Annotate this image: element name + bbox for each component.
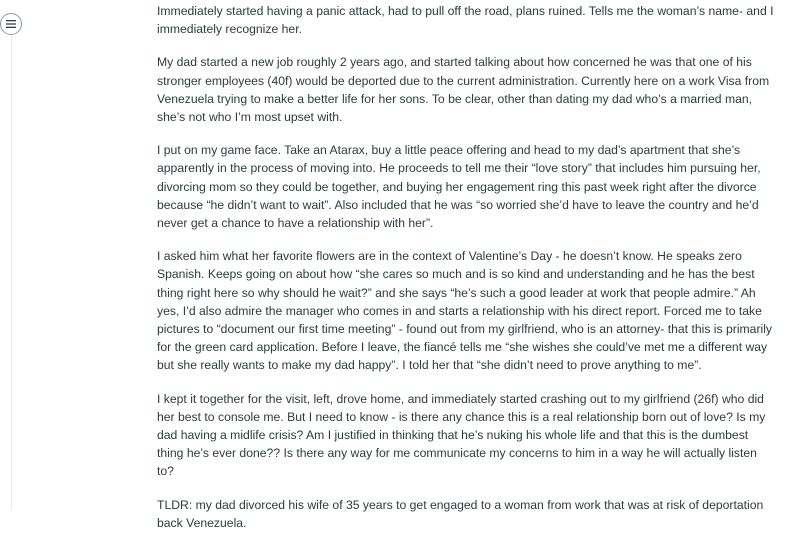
comment-paragraph: I kept it together for the visit, left, drove home, and immediately started crashing out to my girlfriend (26f) who did her best to console me. But I need to know - is there any chance this is a real relationship born out of love? Is my dad having a midlife crisis? Am I justified in thinking that he’s nuking his whole life and that this is the dumbest thing he’s ever done?? Is there any way for me communicate my concerns to him in a way he will actually listen to? [157, 391, 766, 479]
comment-thread-rail [0, 0, 40, 510]
comment-paragraph: I asked him what her favorite flowers are in the context of Valentine’s Day - he doesn’t know. He speaks zero Spanish. Keeps going on about how “she cares so much and is so kind and understanding and he has the best thing right here so why should he wait?” and she says “he’s such a good leader at work that people admire.” Ah yes, I’d also admire the manager who comes in and starts a relationship with his direct report. Forced me to take pictures to “document our first time meeting” - found out from my girlfriend, who is an attorney- that this is primarily for the green card application. Before I leave, the fiancé tells me “she wishes she could’ve met me a different way but she really wants to make my dad happy”. I told her that “she didn’t need to prove anything to me”. [157, 249, 773, 373]
collapse-lines-icon [5, 19, 17, 29]
thread-line[interactable] [11, 36, 12, 510]
collapse-comment-button[interactable] [0, 13, 22, 35]
comment-paragraph-tldr: TLDR: my dad divorced his wife of 35 years to get engaged to a woman from work that was at risk of deportation back Venezuela. [157, 497, 764, 530]
comment-paragraph: My dad started a new job roughly 2 years ago, and started talking about how concerned he was that one of his stronger employees (40f) would be deported due to the current administration. Currently here on a work Visa from Venezuela trying to make a better life for her sons. To be clear, other than dating my dad who’s a married man, she’s not who I’m most upset with. [157, 55, 770, 125]
comment-body [157, 2, 777, 547]
comment-paragraph: I put on my game face. Take an Atarax, buy a little peace offering and head to my dad’s apartment that she’s apparently in the process of moving into. He proceeds to tell me their “love story” that includes him pursuing her, divorcing mom so they could be together, and buying her engagement ring this past week right after the divorce because “he didn’t want to wait”. Also included that he was “so worried she’d have to leave the country and he’d never get a chance to have a relationship with her”. [157, 143, 761, 231]
comment-paragraph: Immediately started having a panic attack, had to pull off the road, plans ruined. Tells me the woman’s name- and I immediately recognize her. [157, 4, 774, 37]
